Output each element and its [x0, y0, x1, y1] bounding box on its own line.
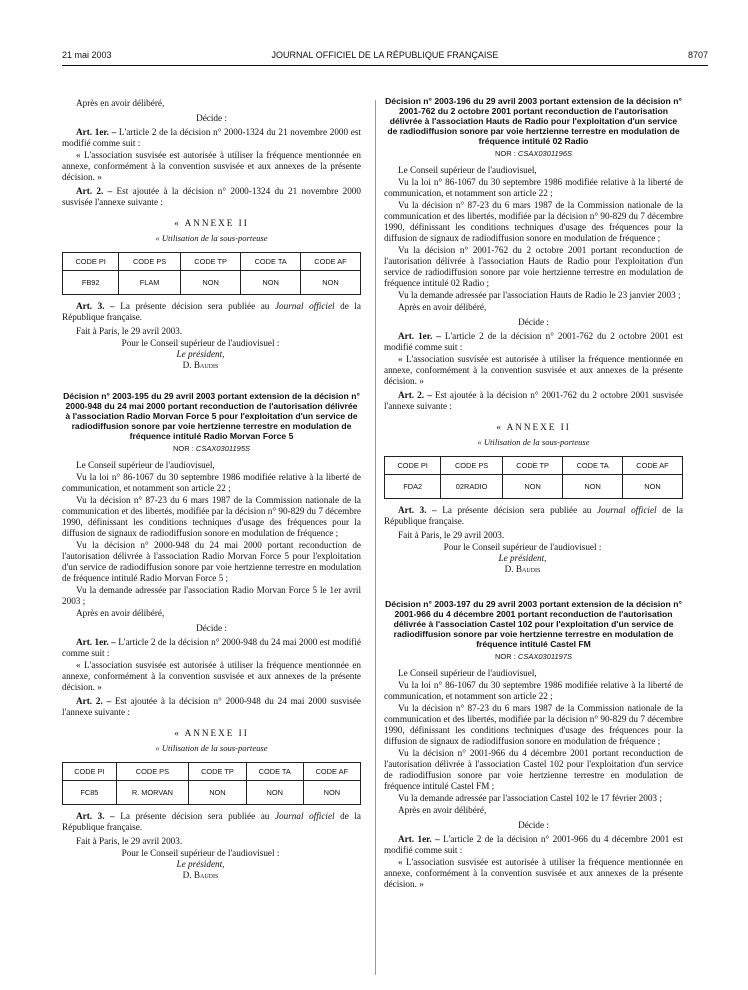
- table-header-row: [385, 457, 683, 475]
- annexe-heading: « ANNEXE II: [174, 728, 249, 738]
- article-3: Art. 3. – La présente décision sera publiée au Journal officiel de la République française.: [384, 505, 683, 526]
- table-row: [63, 271, 361, 295]
- paragraph: Vu la décision n° 87-23 du 6 mars 1987 de la Commission nationale de la communication et des libertés, modifiée par la décision n° 90-829 du 7 décembre 1990, définissant les conditions techniques d'usage des fréquences pour la diffusion de signaux de radiodiffusion sonore en modulation de fréquence ;: [384, 703, 683, 746]
- annexe-subtitle: « Utilisation de la sous-porteuse: [155, 743, 268, 753]
- article-3: Art. 3. – La présente décision sera publiée au Journal officiel de la République française.: [62, 811, 361, 832]
- article-1-quote: « L'association susvisée est autorisée à utiliser la fréquence mentionnée en annexe, conformément à la convention susvisée et aux annexes de la présente décision. »: [384, 354, 683, 386]
- signature-role: Le président,: [176, 859, 225, 869]
- table-cell: NON: [180, 271, 241, 295]
- signature-name: D. Baudis: [182, 360, 219, 370]
- signature-name: D. Baudis: [182, 870, 219, 880]
- table-header-cell: CODE PS: [116, 763, 188, 781]
- annexe-table: [62, 252, 361, 295]
- table-header-row: [63, 253, 361, 271]
- paragraph: Le Conseil supérieur de l'audiovisuel,: [398, 165, 537, 175]
- signature-name: D. Baudis: [504, 564, 541, 574]
- signature-role: Le président,: [498, 553, 547, 563]
- decide-line: Décide :: [196, 623, 227, 633]
- paragraph: Après en avoir délibéré,: [76, 608, 165, 618]
- deliberation-line: Après en avoir délibéré,: [76, 98, 165, 108]
- annexe-subtitle: « Utilisation de la sous-porteuse: [477, 437, 590, 447]
- table-cell: NON: [563, 475, 623, 499]
- paragraph: Vu la décision n° 87-23 du 6 mars 1987 de la Commission nationale de la communication et des libertés, modifiée par la décision n° 90-829 du 7 décembre 1990, définissant les conditions techniques d'usage des fréquences pour la diffusion de signaux de radiodiffusion sonore en modulation de fréquence ;: [384, 200, 683, 243]
- table-header-cell: CODE TP: [502, 457, 563, 475]
- article-1-quote: « L'association susvisée est autorisée à utiliser la fréquence mentionnée en annexe, conformément à la convention susvisée et aux annexes de la présente décision. »: [384, 857, 683, 889]
- right-column: [384, 96, 683, 891]
- paragraph: Vu la loi n° 86-1067 du 30 septembre 1986 modifiée relative à la liberté de communication, et notamment son article 22 ;: [384, 680, 683, 701]
- signature-block: [62, 338, 361, 371]
- table-header-cell: CODE AF: [300, 253, 360, 271]
- place-date: Fait à Paris, le 29 avril 2003.: [76, 836, 183, 846]
- table-cell: FDA2: [385, 475, 441, 499]
- left-column: [62, 98, 361, 881]
- table-cell: FC85: [63, 781, 117, 805]
- paragraph: Vu la demande adressée par l'association Radio Morvan Force 5 le 1er avril 2003 ;: [62, 585, 361, 606]
- annexe-table: [62, 762, 361, 805]
- article-2: Art. 2. – Est ajoutée à la décision n° 2000-948 du 24 mai 2000 susvisée l'annexe suivante :: [62, 696, 361, 717]
- paragraph: Le Conseil supérieur de l'audiovisuel,: [76, 460, 215, 470]
- signature-authority: Pour le Conseil supérieur de l'audiovisuel :: [121, 848, 280, 858]
- header-journal-title: JOURNAL OFFICIEL DE LA RÉPUBLIQUE FRANÇAISE: [271, 50, 499, 60]
- table-header-cell: CODE PS: [119, 253, 181, 271]
- decision-title: Décision n° 2003-195 du 29 avril 2003 portant extension de la décision n° 2000-948 du 24 mai 2000 portant reconduction de l'autorisation délivrée à l'association Radio Morvan Force 5 pour l'exploitation d'un service de radiodiffusion sonore par voie hertzienne terrestre en modulation de fréquence intitulé Radio Morvan Force 5: [63, 391, 360, 441]
- paragraph: Vu la demande adressée par l'association Castel 102 le 17 février 2003 ;: [398, 793, 662, 803]
- header-date: 21 mai 2003: [62, 50, 112, 60]
- table-header-cell: CODE TP: [189, 763, 247, 781]
- table-header-cell: CODE PI: [63, 253, 119, 271]
- signature-authority: Pour le Conseil supérieur de l'audiovisuel :: [443, 542, 602, 552]
- nor-reference: NOR : CSAX0301196S: [495, 149, 572, 158]
- signature-role: Le président,: [176, 349, 225, 359]
- table-cell: NON: [303, 781, 360, 805]
- article-2: Art. 2. – Est ajoutée à la décision n° 2001-762 du 2 octobre 2001 susvisée l'annexe suivante :: [384, 390, 683, 411]
- signature-authority: Pour le Conseil supérieur de l'audiovisuel :: [121, 338, 280, 348]
- paragraph: Après en avoir délibéré,: [398, 302, 487, 312]
- annexe-subtitle: « Utilisation de la sous-porteuse: [155, 233, 268, 243]
- signature-block: [62, 848, 361, 881]
- decide-line: Décide :: [518, 317, 549, 327]
- article-1: Art. 1er. – L'article 2 de la décision n° 2000-1324 du 21 novembre 2000 est modifié comme suit :: [62, 127, 361, 148]
- paragraph: Vu la loi n° 86-1067 du 30 septembre 1986 modifiée relative à la liberté de communication, et notamment son article 22 ;: [62, 472, 361, 493]
- table-cell: NON: [246, 781, 303, 805]
- decision-title: Décision n° 2003-196 du 29 avril 2003 portant extension de la décision n° 2001-762 du 2 octobre 2001 portant reconduction de l'autorisation délivrée à l'association Hauts de Radio pour l'exploitation d'un service de radiodiffusion sonore par voie hertzienne terrestre en modulation de fréquence intitulé 02 Radio: [385, 96, 682, 146]
- table-header-cell: CODE AF: [622, 457, 682, 475]
- table-cell: NON: [189, 781, 247, 805]
- article-1: Art. 1er. – L'article 2 de la décision n° 2001-762 du 2 octobre 2001 est modifié comme suit :: [384, 331, 683, 352]
- header-rule: [62, 65, 708, 66]
- table-header-cell: CODE PI: [385, 457, 441, 475]
- signature-block: [384, 542, 683, 575]
- paragraph: Vu la décision n° 2001-762 du 2 octobre 2001 portant reconduction de l'autorisation délivrée à l'association Hauts de Radio pour l'exploitation d'un service de radiodiffusion sonore par voie hertzienne terrestre en modulation de fréquence intitulé 02 Radio ;: [384, 245, 683, 288]
- annexe-heading: « ANNEXE II: [496, 422, 571, 432]
- table-cell: NON: [300, 271, 360, 295]
- article-1: Art. 1er. – L'article 2 de la décision n° 2000-948 du 24 mai 2000 est modifié comme suit :: [62, 637, 361, 658]
- article-3: Art. 3. – La présente décision sera publiée au Journal officiel de la République française.: [62, 301, 361, 322]
- paragraph: Vu la décision n° 87-23 du 6 mars 1987 de la Commission nationale de la communication et des libertés, modifiée par la décision n° 90-829 du 7 décembre 1990, définissant les conditions techniques d'usage des fréquences pour la diffusion de signaux de radiodiffusion sonore en modulation de fréquence ;: [62, 495, 361, 538]
- decision-title: Décision n° 2003-197 du 29 avril 2003 portant extension de la décision n° 2001-966 du 4 décembre 2001 portant reconduction de l'autorisation délivrée à l'association Castel 102 pour l'exploitation d'un service de radiodiffusion sonore par voie hertzienne terrestre en modulation de fréquence intitulé Castel FM: [385, 599, 682, 649]
- table-header-cell: CODE TA: [563, 457, 623, 475]
- nor-reference: NOR : CSAX0301195S: [173, 444, 250, 453]
- table-cell: 02RADIO: [441, 475, 503, 499]
- table-cell: FB92: [63, 271, 119, 295]
- article-1: Art. 1er. – L'article 2 de la décision n° 2001-966 du 4 décembre 2001 est modifié comme suit :: [384, 834, 683, 855]
- table-row: [63, 781, 361, 805]
- table-header-row: [63, 763, 361, 781]
- header-page-number: 8707: [687, 50, 708, 60]
- column-divider: [375, 100, 376, 975]
- paragraph: Après en avoir délibéré,: [398, 805, 487, 815]
- table-cell: NON: [241, 271, 301, 295]
- decide-line: Décide :: [196, 113, 227, 123]
- table-cell: NON: [502, 475, 563, 499]
- article-2: Art. 2. – Est ajoutée à la décision n° 2000-1324 du 21 novembre 2000 susvisée l'annexe suivante :: [62, 186, 361, 207]
- nor-reference: NOR : CSAX0301197S: [495, 652, 572, 661]
- paragraph: Vu la loi n° 86-1067 du 30 septembre 1986 modifiée relative à la liberté de communication, et notamment son article 22 ;: [384, 177, 683, 198]
- table-header-cell: CODE TA: [241, 253, 301, 271]
- place-date: Fait à Paris, le 29 avril 2003.: [398, 530, 505, 540]
- paragraph: Vu la décision n° 2000-948 du 24 mai 2000 portant reconduction de l'autorisation délivrée à l'association Radio Morvan Force 5 pour l'exploitation d'un service de radiodiffusion sonore par voie hertzienne terrestre en modulation de fréquence intitulé Radio Morvan Force 5 ;: [62, 540, 361, 583]
- table-cell: NON: [622, 475, 682, 499]
- decide-line: Décide :: [518, 820, 549, 830]
- article-1-quote: « L'association susvisée est autorisée à utiliser la fréquence mentionnée en annexe, conformément à la convention susvisée et aux annexes de la présente décision. »: [62, 660, 361, 692]
- annexe-table: [384, 456, 683, 499]
- table-header-cell: CODE TP: [180, 253, 241, 271]
- table-row: [385, 475, 683, 499]
- table-header-cell: CODE PS: [441, 457, 503, 475]
- table-header-cell: CODE PI: [63, 763, 117, 781]
- place-date: Fait à Paris, le 29 avril 2003.: [76, 326, 183, 336]
- annexe-heading: « ANNEXE II: [174, 218, 249, 228]
- article-1-quote: « L'association susvisée est autorisée à utiliser la fréquence mentionnée en annexe, conformément à la convention susvisée et aux annexes de la présente décision. »: [62, 150, 361, 182]
- paragraph: Le Conseil supérieur de l'audiovisuel,: [398, 668, 537, 678]
- table-cell: FLAM: [119, 271, 181, 295]
- table-header-cell: CODE TA: [246, 763, 303, 781]
- page-header: [62, 50, 708, 64]
- paragraph: Vu la décision n° 2001-966 du 4 décembre 2001 portant reconduction de l'autorisation délivrée à l'association Castel 102 pour l'exploitation d'un service de radiodiffusion sonore par voie hertzienne terrestre en modulation de fréquence intitulé Castel FM ;: [384, 748, 683, 791]
- table-cell: R. MORVAN: [116, 781, 188, 805]
- table-header-cell: CODE AF: [303, 763, 360, 781]
- paragraph: Vu la demande adressée par l'association Hauts de Radio le 23 janvier 2003 ;: [398, 290, 681, 300]
